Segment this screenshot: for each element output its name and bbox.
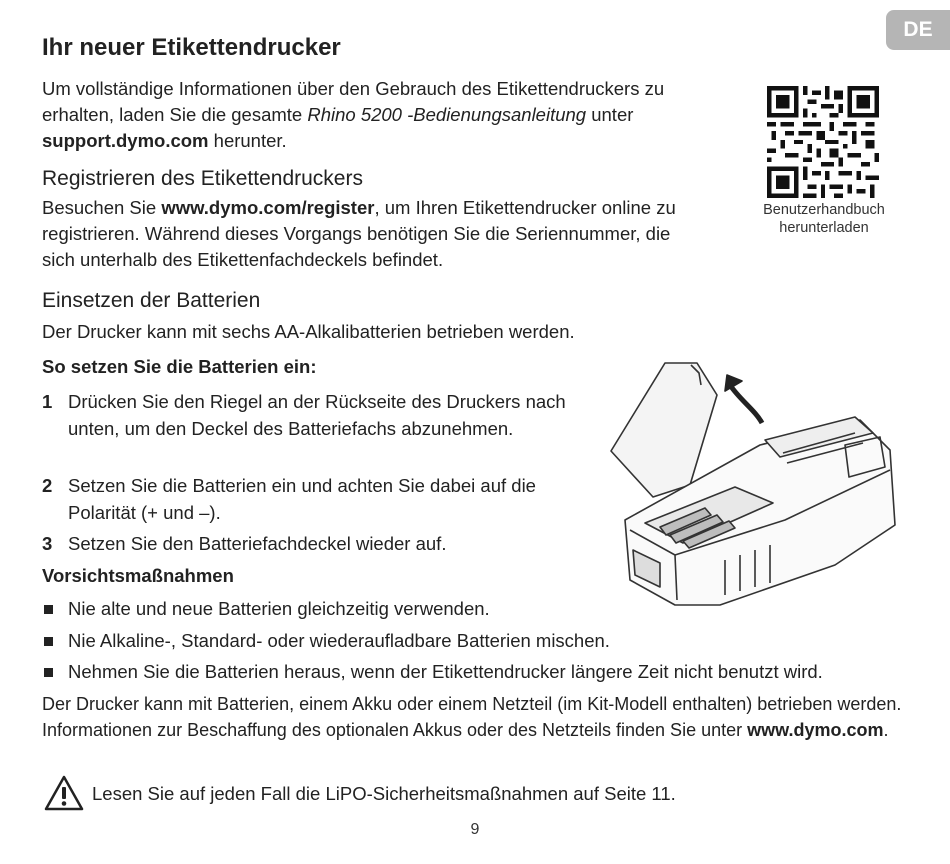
qr-caption-line2: herunterladen [779,220,869,236]
intro-text-1: Um vollständige Informationen über den Gebrauch des Etikettendruckers zu erhalten, laden Sie die gesamte [42,78,665,125]
warning-triangle-icon [44,775,84,811]
power-note-text-2: . [883,720,889,740]
language-tab: DE [886,10,950,50]
register-link[interactable]: www.dymo.com/register [161,197,375,218]
bullet-icon [44,605,53,614]
step-number: 1 [42,391,53,412]
dymo-link[interactable]: www.dymo.com [747,720,884,740]
bullet-icon [44,668,53,677]
register-paragraph [42,195,692,273]
step-number: 3 [42,533,53,554]
qr-code-icon[interactable] [767,86,879,198]
intro-paragraph [42,76,732,154]
precaution-text: Nie Alkaline-, Standard- oder wiederaufladbare Batterien mischen. [68,630,610,651]
register-heading: Registrieren des Etikettendruckers [42,167,363,190]
register-text-2: , um Ihren Etikettendrucker online zu registrieren. Während dieses Vorgangs benötigen Sie die Seriennummer, die sich unterhalb des Etikettenfachdeckels befindet. [42,197,676,270]
precaution-text: Nie alte und neue Batterien gleichzeitig verwenden. [68,598,490,619]
intro-text-2: unter [586,104,634,125]
page-title: Ihr neuer Etikettendrucker [42,34,341,61]
support-link[interactable]: support.dymo.com [42,130,209,151]
qr-caption-line1: Benutzerhandbuch [763,202,885,218]
intro-text-3: herunter. [208,130,287,151]
power-note-text-1: Der Drucker kann mit Batterien, einem Akku oder einem Netzteil (im Kit-Modell enthalten) betrieben werden. Informationen zur Beschaffung des optionalen Akkus oder des Netzteils finden Sie unter [42,694,902,740]
printer-battery-illustration [605,355,905,610]
manual-name: Rhino 5200 -Bedienungsanleitung [307,104,587,125]
bullet-icon [44,637,53,646]
qr-caption [745,201,903,237]
step-number: 2 [42,475,53,496]
batteries-intro: Der Drucker kann mit sechs AA-Alkalibatterien betrieben werden. [42,321,575,342]
step-text: Setzen Sie den Batteriefachdeckel wieder auf. [68,533,447,554]
precautions-heading: Vorsichtsmaßnahmen [42,565,234,586]
power-note [42,691,902,743]
steps-heading: So setzen Sie die Batterien ein: [42,356,317,377]
warning-text: Lesen Sie auf jeden Fall die LiPO-Sicherheitsmaßnahmen auf Seite 11. [92,783,676,804]
register-text-1: Besuchen Sie [42,197,162,218]
page-number: 9 [470,821,480,838]
step-text: Setzen Sie die Batterien ein und achten Sie dabei auf die Polarität (+ und –). [68,475,536,523]
step-text: Drücken Sie den Riegel an der Rückseite des Druckers nach unten, um den Deckel des Batteriefachs abzunehmen. [68,391,566,439]
precaution-text: Nehmen Sie die Batterien heraus, wenn der Etikettendrucker längere Zeit nicht benutzt wird. [68,661,823,682]
batteries-heading: Einsetzen der Batterien [42,289,261,312]
